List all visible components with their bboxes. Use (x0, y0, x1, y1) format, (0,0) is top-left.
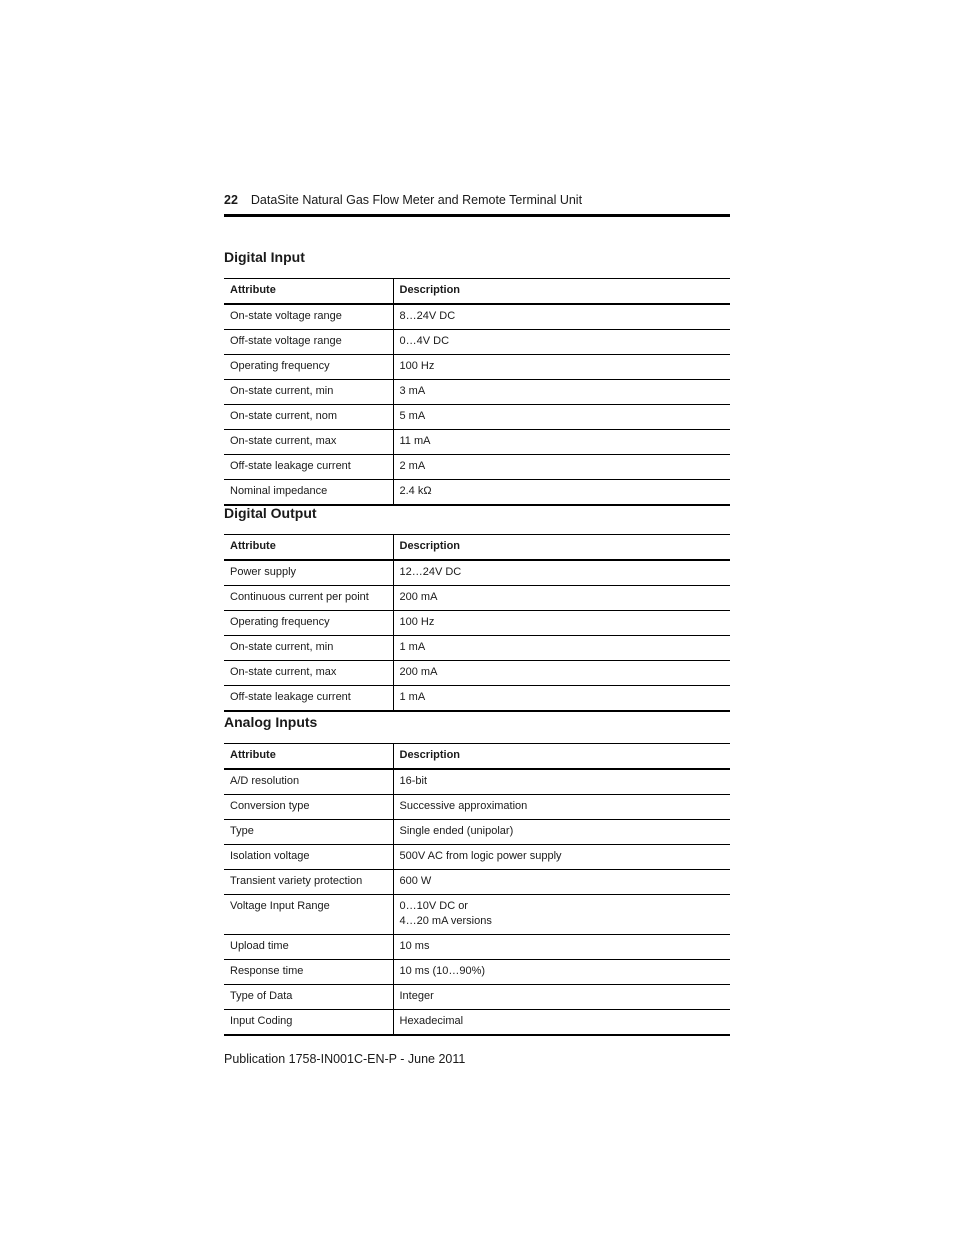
description-cell: 100 Hz (399, 360, 435, 372)
description-cell: 100 Hz (399, 616, 435, 628)
attribute-cell: Type of Data (224, 985, 393, 1010)
page-number: 22 (224, 193, 238, 207)
section-title: Digital Output (224, 505, 317, 521)
attribute-cell: Conversion type (224, 795, 393, 820)
table-row (224, 636, 730, 661)
column-header-description: Description (399, 540, 461, 552)
description-cell: 500V AC from logic power supply (399, 850, 562, 862)
attribute-cell: Voltage Input Range (224, 895, 393, 935)
attribute-cell: Operating frequency (224, 355, 393, 380)
table-row (224, 795, 730, 820)
table-row (224, 330, 730, 355)
description-cell: 16-bit (399, 775, 428, 787)
table-row (224, 845, 730, 870)
publication-footer: Publication 1758-IN001C-EN-P - June 2011 (224, 1052, 466, 1066)
section-title: Digital Input (224, 249, 305, 265)
description-cell: 2.4 kΩ (399, 485, 432, 497)
table-row (224, 355, 730, 380)
table-row (224, 405, 730, 430)
attribute-cell: On-state current, max (224, 430, 393, 455)
attribute-cell: Upload time (224, 935, 393, 960)
description-cell: 10 ms (10…90%) (399, 965, 486, 977)
table-row (224, 985, 730, 1010)
attribute-cell: Operating frequency (224, 611, 393, 636)
table-row (224, 560, 730, 586)
attribute-cell: Continuous current per point (224, 586, 393, 611)
table-row (224, 380, 730, 405)
table-row (224, 820, 730, 845)
description-cell: 8…24V DC (399, 310, 456, 322)
attribute-cell: Type (224, 820, 393, 845)
attribute-cell: On-state current, min (224, 636, 393, 661)
analog-inputs-table (224, 743, 730, 1036)
column-header-attribute: Attribute (224, 744, 393, 770)
description-cell: 200 mA (399, 591, 438, 603)
table-row (224, 870, 730, 895)
attribute-cell: On-state current, max (224, 661, 393, 686)
description-cell: 1 mA (399, 691, 426, 703)
description-cell: 0…10V DC or 4…20 mA versions (399, 900, 492, 927)
table-row (224, 611, 730, 636)
attribute-cell: On-state current, nom (224, 405, 393, 430)
table-row (224, 586, 730, 611)
attribute-cell: Nominal impedance (224, 480, 393, 506)
table-row (224, 769, 730, 795)
description-cell: 5 mA (399, 410, 426, 422)
table-row (224, 455, 730, 480)
table-row (224, 430, 730, 455)
column-header-description: Description (399, 284, 461, 296)
attribute-cell: On-state voltage range (224, 304, 393, 330)
document-title: DataSite Natural Gas Flow Meter and Remote Terminal Unit (250, 193, 583, 207)
attribute-cell: On-state current, min (224, 380, 393, 405)
description-cell: Integer (399, 990, 434, 1002)
attribute-cell: Power supply (224, 560, 393, 586)
description-cell: 12…24V DC (399, 566, 462, 578)
description-cell: 1 mA (399, 641, 426, 653)
description-cell: 11 mA (399, 435, 431, 447)
attribute-cell: Off-state leakage current (224, 686, 393, 712)
attribute-cell: Off-state voltage range (224, 330, 393, 355)
table-row (224, 480, 730, 506)
table-header-row (224, 535, 730, 561)
analog-inputs-section (224, 713, 730, 1036)
column-header-attribute: Attribute (224, 535, 393, 561)
digital-input-table (224, 278, 730, 506)
table-row (224, 686, 730, 712)
description-cell: 0…4V DC (399, 335, 450, 347)
description-cell: Single ended (unipolar) (399, 825, 514, 837)
table-row (224, 935, 730, 960)
section-title: Analog Inputs (224, 714, 318, 730)
attribute-cell: Response time (224, 960, 393, 985)
table-header-row (224, 279, 730, 305)
attribute-cell: Input Coding (224, 1010, 393, 1036)
table-row (224, 960, 730, 985)
attribute-cell: Transient variety protection (224, 870, 393, 895)
description-cell: 10 ms (399, 940, 430, 952)
attribute-cell: Isolation voltage (224, 845, 393, 870)
header-rule (224, 214, 730, 217)
description-cell: Successive approximation (399, 800, 528, 812)
description-cell: Hexadecimal (399, 1015, 464, 1027)
digital-output-table (224, 534, 730, 712)
table-row (224, 661, 730, 686)
table-row (224, 895, 730, 935)
description-cell: 2 mA (399, 460, 426, 472)
digital-input-section (224, 248, 730, 506)
description-cell: 3 mA (399, 385, 426, 397)
page-header (224, 191, 730, 209)
description-cell: 200 mA (399, 666, 438, 678)
description-cell: 600 W (399, 875, 432, 887)
table-header-row (224, 744, 730, 770)
table-row (224, 304, 730, 330)
column-header-description: Description (399, 749, 461, 761)
digital-output-section (224, 504, 730, 712)
table-row (224, 1010, 730, 1036)
attribute-cell: Off-state leakage current (224, 455, 393, 480)
attribute-cell: A/D resolution (224, 769, 393, 795)
column-header-attribute: Attribute (224, 279, 393, 305)
